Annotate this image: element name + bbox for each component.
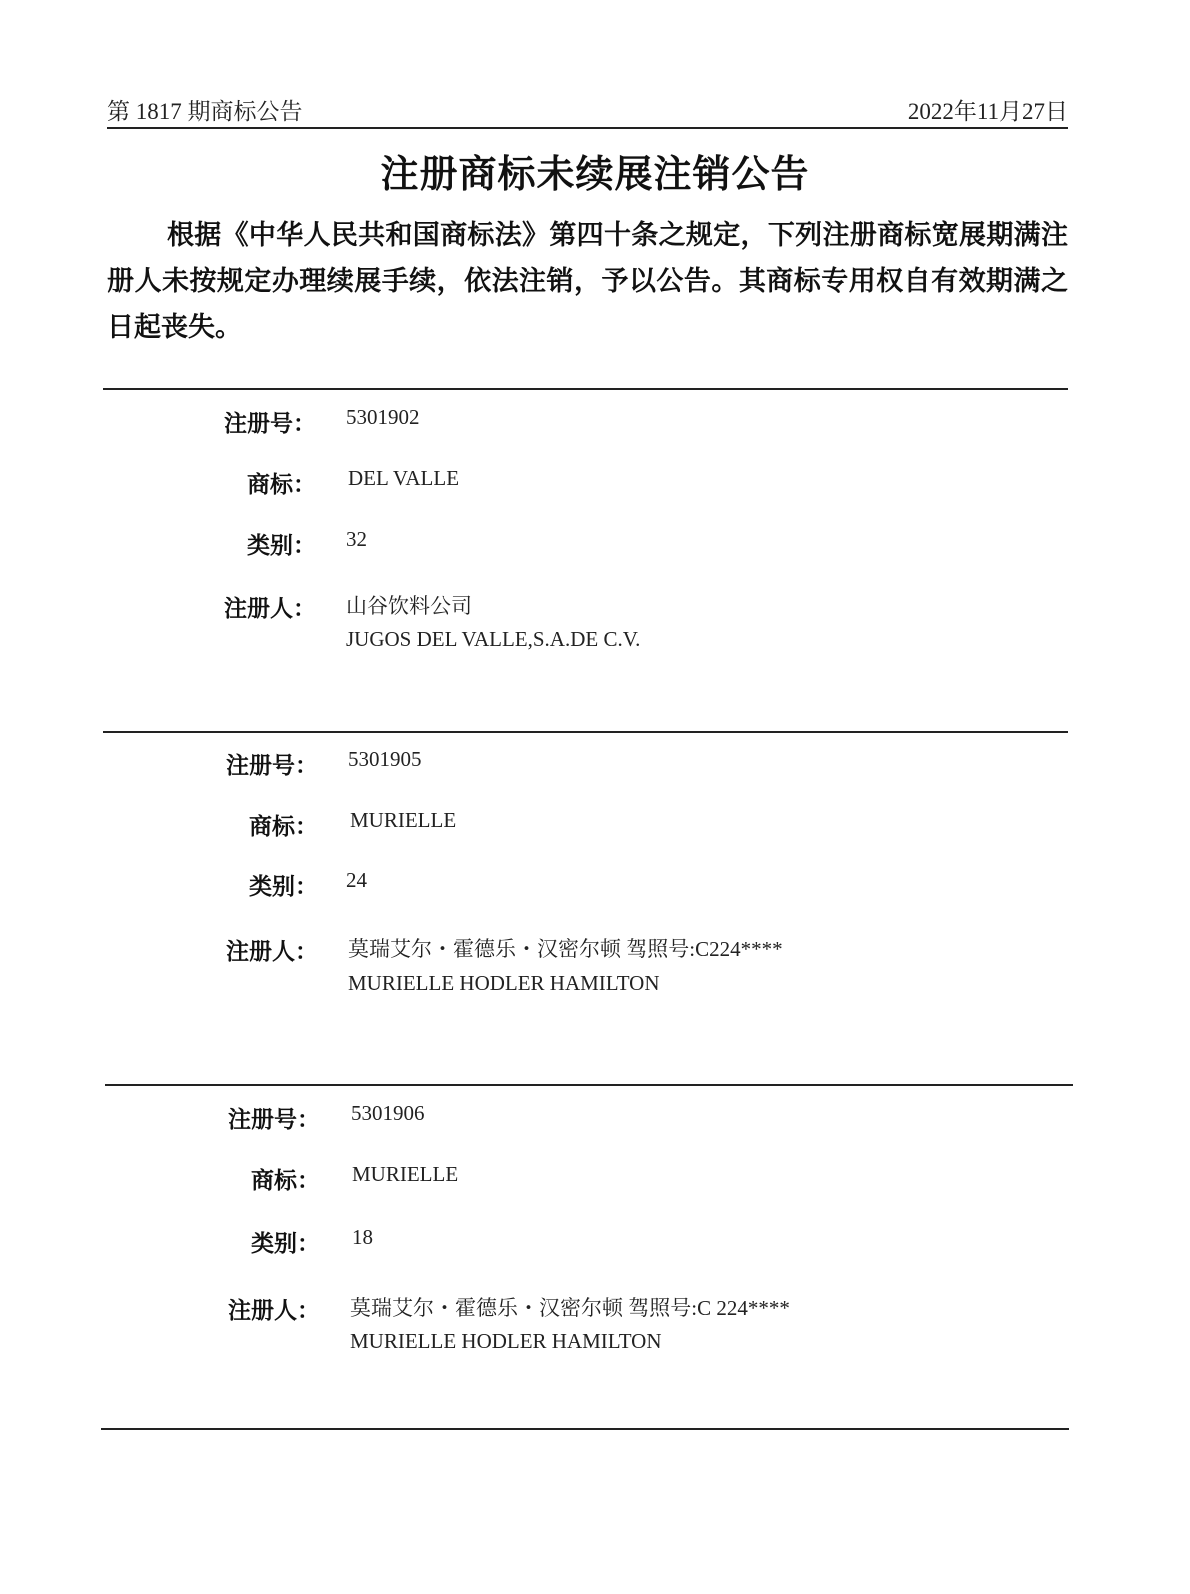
reg-no-row — [0, 747, 1190, 779]
issue-number: 第 1817 期商标公告 — [107, 99, 303, 124]
mark-label: 商标： — [251, 1168, 320, 1194]
mark-row — [0, 808, 1190, 840]
mark-row — [0, 1162, 1190, 1194]
registrant-name-en: MURIELLE HODLER HAMILTON — [350, 1329, 662, 1353]
record-divider — [103, 388, 1068, 390]
mark-label: 商标： — [249, 814, 318, 840]
record-divider — [103, 731, 1068, 733]
page-title: 注册商标未续展注销公告 — [380, 152, 810, 196]
reg-no-label: 注册号： — [224, 411, 316, 437]
registrant-name-cn: 山谷饮料公司 — [346, 594, 472, 618]
registrant-row — [0, 1292, 1190, 1324]
record-divider — [105, 1084, 1073, 1086]
reg-no-value: 5301905 — [348, 747, 422, 771]
registrant-row — [0, 590, 1190, 622]
class-value: 32 — [346, 527, 367, 551]
page-header — [107, 93, 1068, 127]
registrant-row-en — [0, 1329, 1190, 1361]
reg-no-value: 5301902 — [346, 405, 420, 429]
issue-date: 2022年11月27日 — [907, 99, 1068, 124]
reg-no-label: 注册号： — [226, 753, 318, 779]
reg-no-row — [0, 405, 1190, 437]
mark-value: DEL VALLE — [348, 466, 460, 490]
registrant-row — [0, 933, 1190, 965]
registrant-label: 注册人： — [224, 596, 316, 622]
mark-value: MURIELLE — [352, 1162, 459, 1186]
registrant-label: 注册人： — [228, 1298, 320, 1324]
registrant-label: 注册人： — [226, 939, 318, 965]
header-divider — [107, 127, 1068, 129]
class-label: 类别： — [247, 533, 316, 559]
class-value: 24 — [346, 868, 367, 892]
class-row — [0, 1225, 1190, 1257]
intro-paragraph: 根据《中华人民共和国商标法》第四十条之规定，下列注册商标宽展期满注册人未按规定办理续展手续，依法注销，予以公告。其商标专用权自有效期满之日起丧失。 — [107, 220, 1068, 343]
mark-label: 商标： — [247, 472, 316, 498]
class-value: 18 — [352, 1225, 373, 1249]
record-divider — [101, 1428, 1069, 1430]
class-label: 类别： — [251, 1231, 320, 1257]
class-row — [0, 868, 1190, 900]
reg-no-label: 注册号： — [228, 1107, 320, 1133]
class-row — [0, 527, 1190, 559]
reg-no-row — [0, 1101, 1190, 1133]
registrant-name-en: MURIELLE HODLER HAMILTON — [348, 971, 660, 995]
registrant-row-en — [0, 627, 1190, 659]
mark-row — [0, 466, 1190, 498]
registrant-name-cn: 莫瑞艾尔・霍德乐・汉密尔顿 驾照号:C224**** — [348, 937, 783, 961]
registrant-name-cn: 莫瑞艾尔・霍德乐・汉密尔顿 驾照号:C 224**** — [350, 1296, 790, 1320]
mark-value: MURIELLE — [350, 808, 457, 832]
reg-no-value: 5301906 — [351, 1101, 425, 1125]
registrant-name-en: JUGOS DEL VALLE,S.A.DE C.V. — [346, 627, 641, 651]
registrant-row-en — [0, 971, 1190, 1003]
class-label: 类别： — [249, 874, 318, 900]
